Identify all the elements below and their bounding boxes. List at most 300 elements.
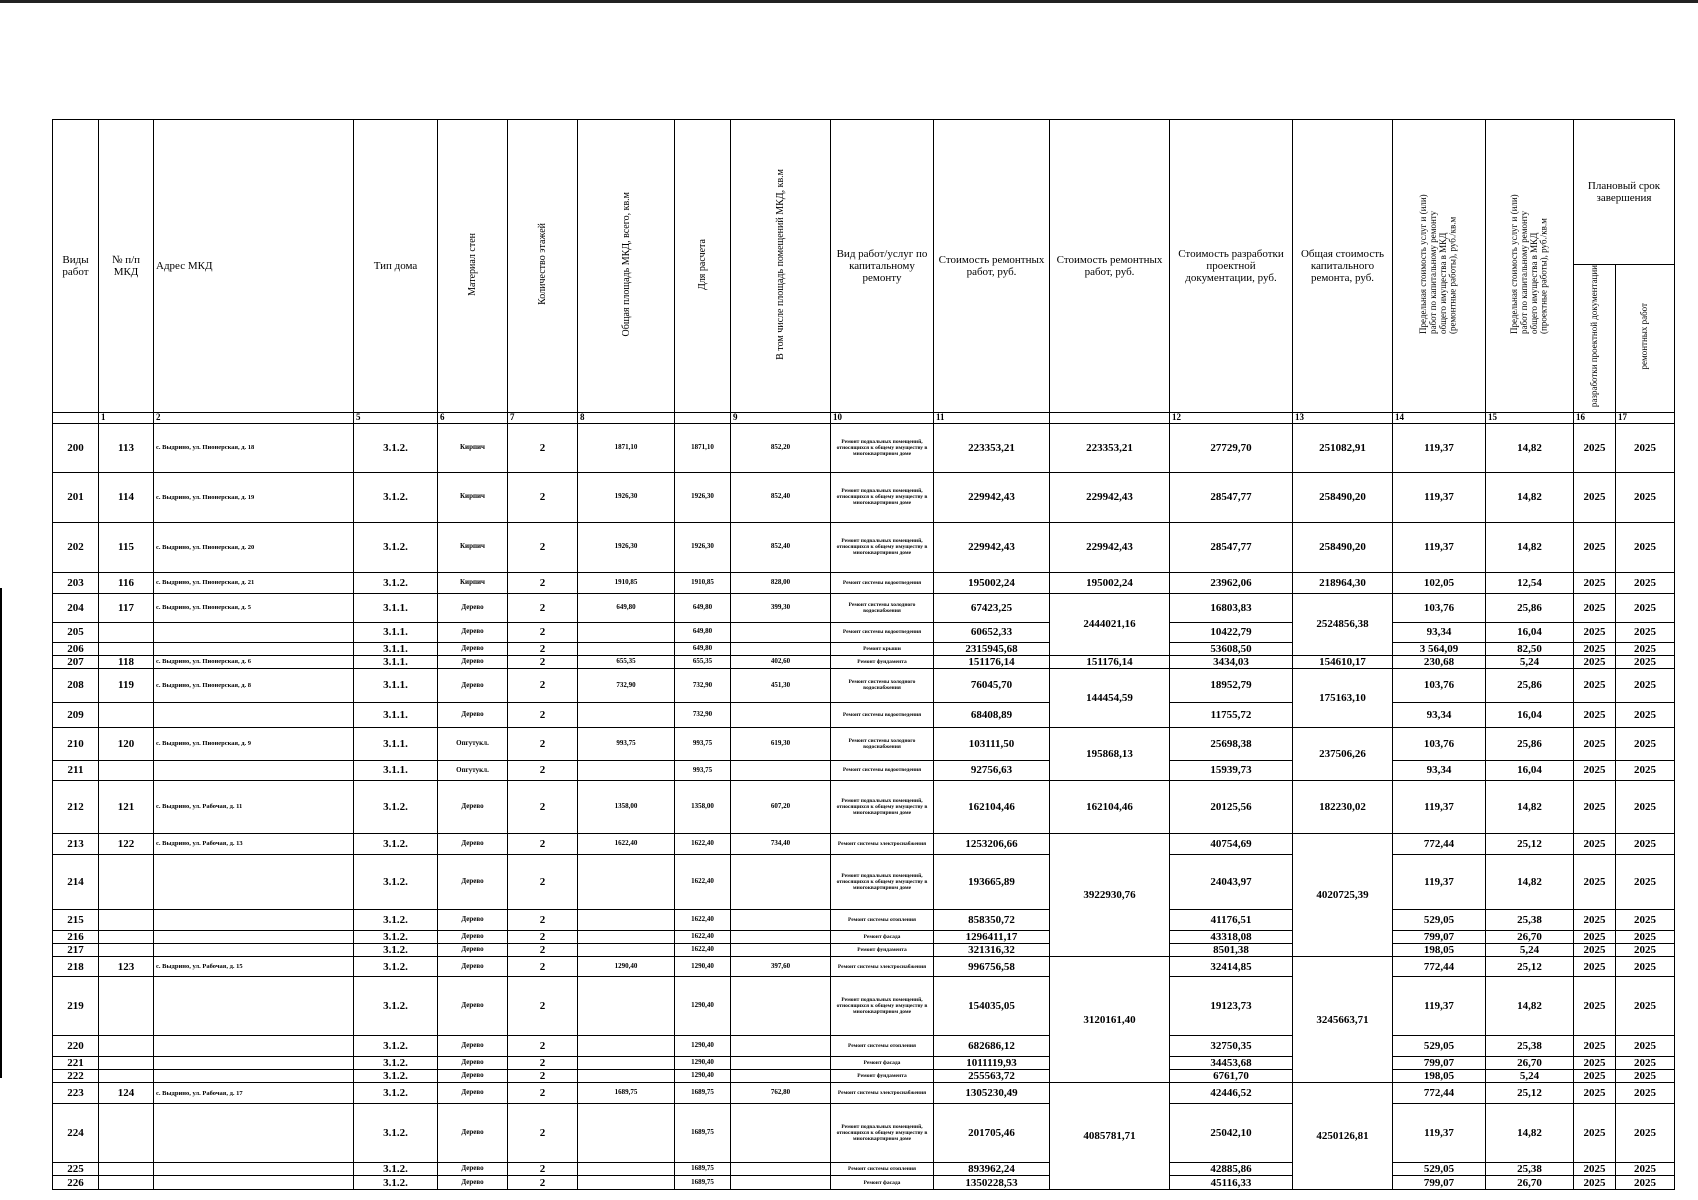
table-row	[53, 854, 1675, 909]
table-row	[53, 668, 1675, 702]
table-row	[53, 655, 1675, 668]
table-cell: 5,24	[1486, 943, 1574, 956]
table-cell: 2025	[1574, 622, 1616, 642]
table-cell: 25,86	[1486, 668, 1574, 702]
table-cell	[731, 930, 831, 943]
table-cell: 2025	[1574, 1083, 1616, 1104]
table-row	[53, 1070, 1675, 1083]
table-cell: 119,37	[1393, 780, 1486, 833]
table-row	[53, 593, 1675, 622]
table-cell: Кирпич	[438, 522, 508, 572]
table-cell: Ремонт системы водоотведения	[831, 702, 934, 727]
table-cell: 2025	[1616, 1104, 1675, 1163]
table-cell: 14,82	[1486, 1104, 1574, 1163]
header-term-design: разработки проектной документации	[1574, 265, 1616, 413]
table-cell: Ремонт подвальных помещений, относящихся к общему имуществу в многоквартирном доме	[831, 522, 934, 572]
table-cell: 237506,26	[1293, 727, 1393, 780]
table-cell: 144454,59	[1050, 668, 1170, 727]
table-cell: Ремонт фасада	[831, 1057, 934, 1070]
table-cell	[578, 854, 675, 909]
table-cell: 2	[508, 702, 578, 727]
table-cell: 2025	[1574, 780, 1616, 833]
table-cell: 852,40	[731, 522, 831, 572]
table-cell: 32414,85	[1170, 957, 1293, 977]
table-cell: 204	[53, 593, 99, 622]
header-limit-repair: Предельная стоимость услуг и (или) работ по капитальному ремонту общего имущества в МКД (ремонтные работы), руб./кв.м	[1393, 120, 1486, 413]
table-cell: 732,90	[578, 668, 675, 702]
table-cell	[99, 943, 154, 956]
table-cell: 25,12	[1486, 957, 1574, 977]
table-cell: 25,12	[1486, 1083, 1574, 1104]
table-cell: 1926,30	[675, 522, 731, 572]
table-cell: 2025	[1574, 522, 1616, 572]
table-cell: 1622,40	[675, 833, 731, 854]
table-cell: 1358,00	[675, 780, 731, 833]
table-cell: 529,05	[1393, 1163, 1486, 1176]
table-cell: 4020725,39	[1293, 833, 1393, 956]
table-cell: с. Выдрино, ул. Рабочая, д. 13	[154, 833, 354, 854]
table-cell: 3.1.1.	[354, 727, 438, 760]
table-cell: 2025	[1574, 957, 1616, 977]
table-cell: 14,82	[1486, 472, 1574, 522]
table-cell: 2025	[1574, 943, 1616, 956]
table-cell: 2025	[1574, 909, 1616, 930]
table-cell: Кирпич	[438, 572, 508, 593]
table-cell: 3.1.2.	[354, 1104, 438, 1163]
table-cell: 5,24	[1486, 655, 1574, 668]
table-cell: Дерево	[438, 957, 508, 977]
table-cell: Дерево	[438, 655, 508, 668]
table-cell: 119,37	[1393, 423, 1486, 472]
table-cell: 1011119,93	[934, 1057, 1050, 1070]
table-cell	[578, 1104, 675, 1163]
table-cell: 852,40	[731, 472, 831, 522]
table-cell: 119,37	[1393, 522, 1486, 572]
table-cell: 203	[53, 572, 99, 593]
table-cell: 996756,58	[934, 957, 1050, 977]
table-cell	[99, 977, 154, 1036]
table-cell	[578, 702, 675, 727]
table-cell: 2	[508, 668, 578, 702]
table-cell: Ремонт системы водоотведения	[831, 572, 934, 593]
table-cell: 14,82	[1486, 423, 1574, 472]
table-cell: 2025	[1616, 655, 1675, 668]
table-cell: 219	[53, 977, 99, 1036]
table-cell: Ремонт фундамента	[831, 655, 934, 668]
table-cell: 40754,69	[1170, 833, 1293, 854]
scan-left-edge	[0, 588, 2, 1078]
header-planned-term: Плановый срок завершения	[1574, 120, 1675, 265]
table-cell	[154, 943, 354, 956]
table-cell: 2	[508, 655, 578, 668]
table-cell: 182230,02	[1293, 780, 1393, 833]
table-cell: с. Выдрино, ул. Рабочая, д. 17	[154, 1083, 354, 1104]
table-cell: 223	[53, 1083, 99, 1104]
table-cell: Ремонт подвальных помещений, относящихся к общему имуществу в многоквартирном доме	[831, 472, 934, 522]
table-cell: 2025	[1574, 930, 1616, 943]
table-row	[53, 727, 1675, 760]
table-cell: 451,30	[731, 668, 831, 702]
table-cell: 1926,30	[578, 522, 675, 572]
table-cell: 2025	[1574, 1057, 1616, 1070]
table-cell	[99, 1104, 154, 1163]
table-cell: 6761,70	[1170, 1070, 1293, 1083]
table-row	[53, 1176, 1675, 1190]
table-cell: Дерево	[438, 977, 508, 1036]
table-cell: 223353,21	[934, 423, 1050, 472]
table-cell: 993,75	[675, 760, 731, 780]
table-cell	[578, 943, 675, 956]
header-total-cost: Общая стоимость капитального ремонта, руб.	[1293, 120, 1393, 413]
table-cell	[99, 1036, 154, 1057]
table-cell	[731, 909, 831, 930]
table-cell: 3 564,09	[1393, 642, 1486, 655]
table-cell: Дерево	[438, 833, 508, 854]
table-cell	[731, 1036, 831, 1057]
table-cell: 25,86	[1486, 593, 1574, 622]
table-cell: 1689,75	[675, 1083, 731, 1104]
table-cell: 119,37	[1393, 854, 1486, 909]
table-cell	[731, 1104, 831, 1163]
table-cell: 1358,00	[578, 780, 675, 833]
table-cell: 27729,70	[1170, 423, 1293, 472]
column-number: 16	[1574, 412, 1616, 423]
table-cell: 8501,38	[1170, 943, 1293, 956]
table-cell: 3922930,76	[1050, 833, 1170, 956]
table-cell: 2	[508, 1070, 578, 1083]
table-cell: 2025	[1574, 833, 1616, 854]
table-cell	[154, 1163, 354, 1176]
table-cell: 2025	[1574, 642, 1616, 655]
column-number	[675, 412, 731, 423]
table-cell: 2025	[1616, 780, 1675, 833]
header-design-cost: Стоимость разработки проектной документации, руб.	[1170, 120, 1293, 413]
table-cell: 619,30	[731, 727, 831, 760]
table-cell: 45116,33	[1170, 1176, 1293, 1190]
table-cell	[154, 642, 354, 655]
header-house-type: Тип дома	[354, 120, 438, 413]
table-cell: 2025	[1616, 668, 1675, 702]
header-premises-area: В том числе площадь помещений МКД, кв.м	[731, 120, 831, 413]
table-cell: 14,82	[1486, 977, 1574, 1036]
table-cell: Ремонт системы водоотведения	[831, 622, 934, 642]
table-cell	[731, 977, 831, 1036]
table-cell: 2	[508, 472, 578, 522]
table-cell: 214	[53, 854, 99, 909]
table-cell	[99, 1163, 154, 1176]
table-cell: Ремонт подвальных помещений, относящихся к общему имуществу в многоквартирном доме	[831, 854, 934, 909]
table-cell: 4250126,81	[1293, 1083, 1393, 1190]
table-cell: Дерево	[438, 943, 508, 956]
table-cell: 2	[508, 833, 578, 854]
table-cell: 1290,40	[675, 1057, 731, 1070]
table-cell: 26,70	[1486, 1057, 1574, 1070]
table-cell: 799,07	[1393, 1057, 1486, 1070]
table-cell: 208	[53, 668, 99, 702]
table-row	[53, 930, 1675, 943]
table-cell: 2	[508, 522, 578, 572]
table-cell: 20125,56	[1170, 780, 1293, 833]
table-cell: 229942,43	[934, 472, 1050, 522]
column-number: 11	[934, 412, 1050, 423]
table-cell: 2025	[1616, 833, 1675, 854]
table-cell: Ремонт системы водоотведения	[831, 760, 934, 780]
table-cell: 24043,97	[1170, 854, 1293, 909]
table-cell: 529,05	[1393, 1036, 1486, 1057]
table-cell: 1290,40	[675, 977, 731, 1036]
table-cell: 93,34	[1393, 702, 1486, 727]
table-cell: 2025	[1616, 522, 1675, 572]
table-cell: Ремонт подвальных помещений, относящихся к общему имуществу в многоквартирном доме	[831, 423, 934, 472]
table-cell: 2	[508, 930, 578, 943]
table-cell: 2	[508, 1163, 578, 1176]
table-cell	[99, 1176, 154, 1190]
table-cell: 1689,75	[675, 1163, 731, 1176]
table-cell: Дерево	[438, 1104, 508, 1163]
table-cell: 2	[508, 1036, 578, 1057]
table-cell: 2025	[1574, 1104, 1616, 1163]
table-cell: 18952,79	[1170, 668, 1293, 702]
table-cell: 399,30	[731, 593, 831, 622]
table-cell: с. Выдрино, ул. Пионерская, д. 20	[154, 522, 354, 572]
table-cell: 1622,40	[675, 909, 731, 930]
table-cell: Ремонт подвальных помещений, относящихся к общему имуществу в многоквартирном доме	[831, 1104, 934, 1163]
table-cell	[99, 642, 154, 655]
table-cell: 119,37	[1393, 1104, 1486, 1163]
table-cell	[154, 1104, 354, 1163]
table-cell: 122	[99, 833, 154, 854]
table-cell	[578, 642, 675, 655]
table-cell: 28547,77	[1170, 472, 1293, 522]
table-cell: 1350228,53	[934, 1176, 1050, 1190]
table-cell: 2	[508, 1104, 578, 1163]
table-cell: Дерево	[438, 1036, 508, 1057]
table-cell: 151176,14	[1050, 655, 1170, 668]
table-cell: 2	[508, 727, 578, 760]
table-cell: 2025	[1616, 909, 1675, 930]
table-cell: 43318,08	[1170, 930, 1293, 943]
table-cell: 2025	[1616, 977, 1675, 1036]
table-cell: 762,80	[731, 1083, 831, 1104]
table-cell: 1253206,66	[934, 833, 1050, 854]
table-cell: 213	[53, 833, 99, 854]
table-cell: 14,82	[1486, 522, 1574, 572]
table-cell: 2025	[1574, 727, 1616, 760]
table-cell: с. Выдрино, ул. Рабочая, д. 15	[154, 957, 354, 977]
table-cell	[154, 622, 354, 642]
table-cell: с. Выдрино, ул. Пионерская, д. 19	[154, 472, 354, 522]
table-cell: 119	[99, 668, 154, 702]
table-cell: 25,12	[1486, 833, 1574, 854]
table-cell: 649,80	[675, 642, 731, 655]
table-row	[53, 1104, 1675, 1163]
table-cell: 218964,30	[1293, 572, 1393, 593]
table-cell: 893962,24	[934, 1163, 1050, 1176]
table-cell: 3.1.2.	[354, 930, 438, 943]
table-cell: 1622,40	[675, 930, 731, 943]
table-cell: 2025	[1574, 1036, 1616, 1057]
table-cell: 2025	[1616, 1083, 1675, 1104]
table-cell: 119,37	[1393, 472, 1486, 522]
table-cell: 118	[99, 655, 154, 668]
table-cell: Дерево	[438, 668, 508, 702]
table-row	[53, 977, 1675, 1036]
table-cell: 193665,89	[934, 854, 1050, 909]
table-cell: 93,34	[1393, 622, 1486, 642]
table-cell: 19123,73	[1170, 977, 1293, 1036]
table-row	[53, 1057, 1675, 1070]
table-cell: 1290,40	[675, 1036, 731, 1057]
table-cell: 2025	[1616, 572, 1675, 593]
table-cell: 42446,52	[1170, 1083, 1293, 1104]
table-cell: Дерево	[438, 622, 508, 642]
table-cell: 1622,40	[675, 854, 731, 909]
table-cell: 1622,40	[578, 833, 675, 854]
table-cell: 649,80	[675, 593, 731, 622]
table-cell: 154610,17	[1293, 655, 1393, 668]
table-cell: 28547,77	[1170, 522, 1293, 572]
table-cell: 3.1.1.	[354, 622, 438, 642]
table-cell: 772,44	[1393, 957, 1486, 977]
table-cell: 2	[508, 1176, 578, 1190]
table-cell	[578, 1176, 675, 1190]
header-repair-cost-1: Стоимость ремонтных работ, руб.	[934, 120, 1050, 413]
table-cell: 103111,50	[934, 727, 1050, 760]
table-cell	[99, 854, 154, 909]
table-cell: 114	[99, 472, 154, 522]
table-cell: 119,37	[1393, 977, 1486, 1036]
table-cell: 3.1.2.	[354, 1070, 438, 1083]
table-cell: 26,70	[1486, 930, 1574, 943]
table-cell: Ремонт системы отопления	[831, 909, 934, 930]
table-cell: 1910,85	[675, 572, 731, 593]
table-cell: 2025	[1574, 977, 1616, 1036]
table-cell: Дерево	[438, 780, 508, 833]
table-cell: 115	[99, 522, 154, 572]
table-cell: 76045,70	[934, 668, 1050, 702]
table-cell: 2	[508, 423, 578, 472]
table-cell: 2025	[1616, 943, 1675, 956]
table-cell: 113	[99, 423, 154, 472]
column-number	[53, 412, 99, 423]
table-cell: 201	[53, 472, 99, 522]
table-cell: 2	[508, 943, 578, 956]
table-cell: 2025	[1616, 1163, 1675, 1176]
table-cell: Дерево	[438, 1070, 508, 1083]
header-repair-cost-2: Стоимость ремонтных работ, руб.	[1050, 120, 1170, 413]
table-cell: Ремонт фасада	[831, 1176, 934, 1190]
column-number: 1	[99, 412, 154, 423]
table-cell: 2	[508, 572, 578, 593]
table-cell: 3.1.2.	[354, 522, 438, 572]
table-cell: 123	[99, 957, 154, 977]
table-cell: 858350,72	[934, 909, 1050, 930]
table-cell: Опгутукл.	[438, 727, 508, 760]
table-cell: 3120161,40	[1050, 957, 1170, 1083]
table-cell: Дерево	[438, 854, 508, 909]
table-cell: 68408,89	[934, 702, 1050, 727]
table-cell: 2315945,68	[934, 642, 1050, 655]
table-cell: 1622,40	[675, 943, 731, 956]
table-cell: 10422,79	[1170, 622, 1293, 642]
table-cell: 216	[53, 930, 99, 943]
table-cell: 3.1.2.	[354, 943, 438, 956]
column-number: 15	[1486, 412, 1574, 423]
table-cell: Ремонт системы электроснабжения	[831, 1083, 934, 1104]
table-cell	[731, 1057, 831, 1070]
table-cell: 201705,46	[934, 1104, 1050, 1163]
table-cell: 2025	[1574, 423, 1616, 472]
table-cell: 198,05	[1393, 1070, 1486, 1083]
table-cell: 25,38	[1486, 909, 1574, 930]
table-cell: 3.1.2.	[354, 977, 438, 1036]
table-cell	[731, 622, 831, 642]
table-cell: Дерево	[438, 1163, 508, 1176]
table-cell	[731, 642, 831, 655]
table-cell	[578, 1070, 675, 1083]
table-cell: 3.1.2.	[354, 1163, 438, 1176]
table-row	[53, 1163, 1675, 1176]
table-cell: 1871,10	[675, 423, 731, 472]
table-cell	[578, 1057, 675, 1070]
table-cell: 1290,40	[675, 957, 731, 977]
table-cell: 1296411,17	[934, 930, 1050, 943]
table-row	[53, 1036, 1675, 1057]
table-cell: 53608,50	[1170, 642, 1293, 655]
table-row	[53, 522, 1675, 572]
table-cell: 195868,13	[1050, 727, 1170, 780]
table-cell: 206	[53, 642, 99, 655]
table-cell: 3.1.2.	[354, 1083, 438, 1104]
table-cell: 25,38	[1486, 1036, 1574, 1057]
table-cell: 402,60	[731, 655, 831, 668]
table-cell: 852,20	[731, 423, 831, 472]
table-cell	[154, 909, 354, 930]
table-cell	[154, 1036, 354, 1057]
table-cell	[154, 702, 354, 727]
table-cell: 202	[53, 522, 99, 572]
table-cell	[731, 702, 831, 727]
table-cell: 2025	[1574, 760, 1616, 780]
table-cell: 1305230,49	[934, 1083, 1050, 1104]
table-cell: с. Выдрино, ул. Пионерская, д. 18	[154, 423, 354, 472]
table-cell: 828,00	[731, 572, 831, 593]
repair-program-table	[52, 119, 1675, 1190]
table-cell	[731, 943, 831, 956]
table-cell: 2025	[1574, 668, 1616, 702]
table-cell: 2025	[1574, 854, 1616, 909]
column-number-row	[53, 412, 1675, 423]
table-cell: 102,05	[1393, 572, 1486, 593]
table-cell: 154035,05	[934, 977, 1050, 1036]
table-cell: 1689,75	[578, 1083, 675, 1104]
table-cell: 5,24	[1486, 1070, 1574, 1083]
table-cell: 42885,86	[1170, 1163, 1293, 1176]
table-cell: 1290,40	[578, 957, 675, 977]
table-cell: 2025	[1616, 957, 1675, 977]
column-number: 14	[1393, 412, 1486, 423]
table-cell: 230,68	[1393, 655, 1486, 668]
table-cell: 2025	[1574, 472, 1616, 522]
table-cell: Дерево	[438, 930, 508, 943]
table-cell	[99, 1070, 154, 1083]
table-cell: 162104,46	[1050, 780, 1170, 833]
table-cell: 224	[53, 1104, 99, 1163]
table-cell: 229942,43	[934, 522, 1050, 572]
table-cell: Опгутукл.	[438, 760, 508, 780]
header-limit-design: Предельная стоимость услуг и (или) работ по капитальному ремонту общего имущества в МКД (проектные работы), руб./кв.м	[1486, 120, 1574, 413]
table-cell: 16803,83	[1170, 593, 1293, 622]
